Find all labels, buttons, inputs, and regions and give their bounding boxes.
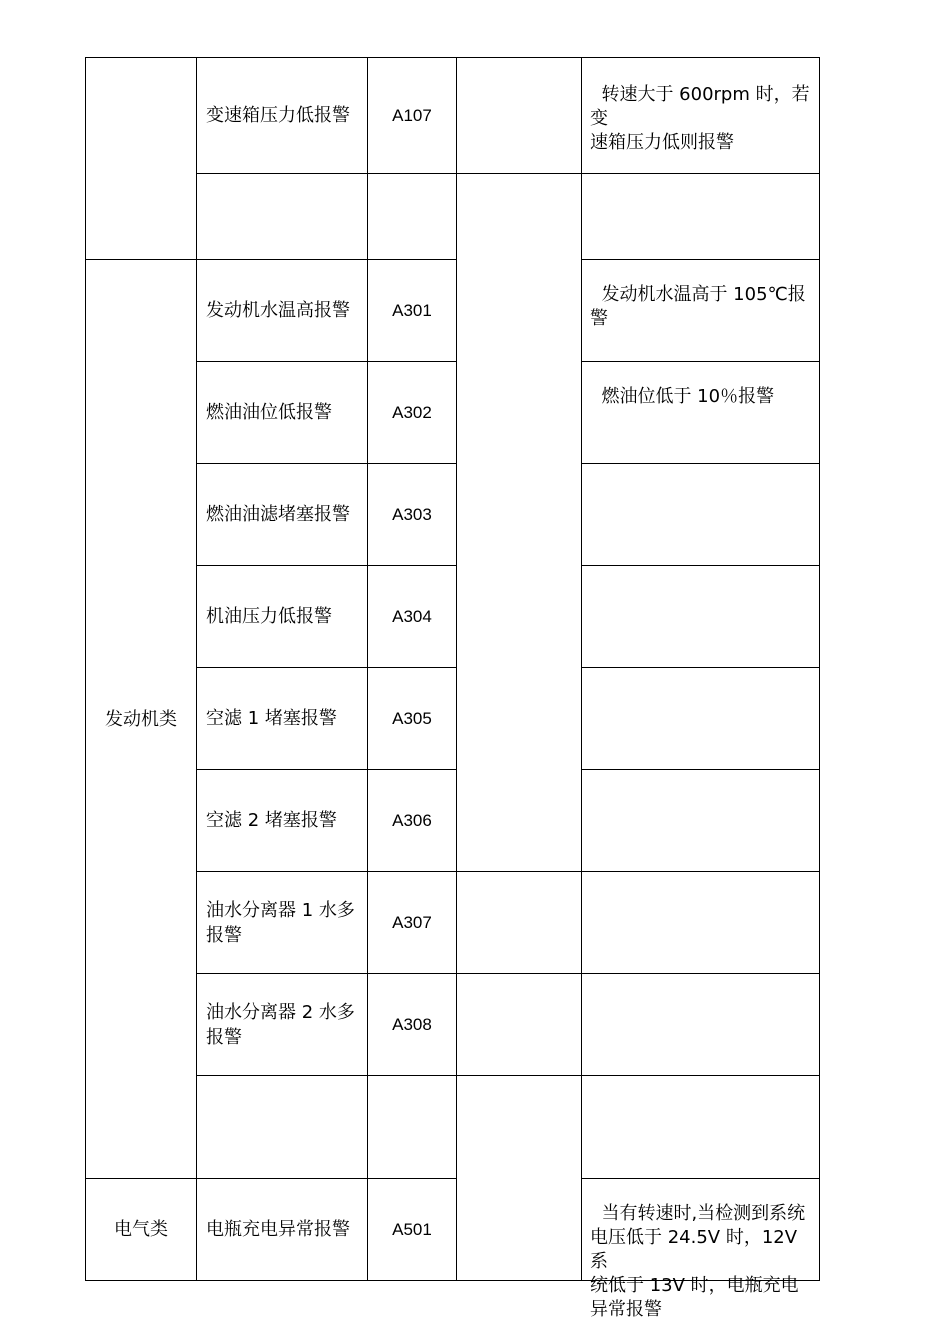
- alarm-name-text: 变速箱压力低报警: [206, 105, 350, 126]
- alarm-name: [206, 668, 364, 769]
- alarm-name-text: 机油压力低报警: [206, 606, 332, 627]
- alarm-name-text: 空滤 2 堵塞报警: [206, 810, 337, 831]
- row-divider: [581, 769, 820, 770]
- alarm-name-text: 电瓶充电异常报警: [206, 1219, 350, 1240]
- alarm-name: [206, 770, 364, 871]
- alarm-name: [206, 58, 364, 173]
- alarm-description: [590, 58, 818, 155]
- table-border-right: [819, 57, 820, 1281]
- alarm-name: [206, 464, 364, 565]
- alarm-name: [206, 260, 364, 361]
- alarm-code: [368, 872, 456, 973]
- alarm-name-text: 燃油油滤堵塞报警: [206, 504, 350, 525]
- column-divider-1: [196, 57, 197, 1281]
- alarm-code-text: A107: [392, 106, 432, 125]
- alarm-name: [206, 362, 364, 463]
- alarm-name-text: 油水分离器 1 水多 报警: [206, 899, 355, 946]
- alarm-code: [368, 1179, 456, 1280]
- alarm-name-text: 空滤 1 堵塞报警: [206, 708, 337, 729]
- alarm-code-text: A302: [392, 403, 432, 422]
- row-divider: [581, 565, 820, 566]
- alarm-code-text: A307: [392, 913, 432, 932]
- alarm-code: [368, 362, 456, 463]
- column-divider-4: [581, 57, 582, 1281]
- alarm-code-text: A305: [392, 709, 432, 728]
- alarm-code: [368, 974, 456, 1075]
- row-divider: [581, 463, 820, 464]
- alarm-code-text: A308: [392, 1015, 432, 1034]
- category-engine-label: 发动机类: [105, 708, 177, 730]
- alarm-code-text: A303: [392, 505, 432, 524]
- alarm-code-text: A501: [392, 1220, 432, 1239]
- alarm-name: [206, 872, 364, 973]
- alarm-code: [368, 260, 456, 361]
- alarm-name-text: 发动机水温高报警: [206, 300, 350, 321]
- alarm-code: [368, 566, 456, 667]
- alarm-name-text: 油水分离器 2 水多 报警: [206, 1001, 355, 1048]
- alarm-code: [368, 668, 456, 769]
- alarm-description-text: 发动机水温高于 105℃报 警: [590, 284, 806, 329]
- alarm-name: [206, 974, 364, 1075]
- alarm-description: [590, 258, 818, 331]
- category-electrical-label: 电气类: [114, 1219, 168, 1240]
- alarm-description: [590, 360, 818, 409]
- alarm-name: [206, 1179, 364, 1280]
- alarm-code: [368, 770, 456, 871]
- alarm-description-text: 当有转速时,当检测到系统 电压低于 24.5V 时，12V 系 统低于 13V 时，电瓶充电 异常报警: [590, 1203, 806, 1320]
- category-engine: [86, 260, 196, 1178]
- row-divider: [196, 173, 820, 174]
- alarm-code: [368, 464, 456, 565]
- category-electrical: [86, 1179, 196, 1280]
- column-divider-3: [456, 57, 457, 1281]
- row-divider: [581, 667, 820, 668]
- alarm-code-text: A304: [392, 607, 432, 626]
- alarm-code-text: A301: [392, 301, 432, 320]
- alarm-name-text: 燃油油位低报警: [206, 402, 332, 423]
- alarm-description-text: 燃油位低于 10％报警: [601, 386, 775, 407]
- alarm-description-text: 转速大于 600rpm 时，若变 速箱压力低则报警: [590, 84, 810, 153]
- alarm-name: [206, 566, 364, 667]
- alarm-code: [368, 58, 456, 173]
- alarm-code-text: A306: [392, 811, 432, 830]
- row-divider: [196, 1075, 820, 1076]
- alarm-description: [590, 1177, 818, 1322]
